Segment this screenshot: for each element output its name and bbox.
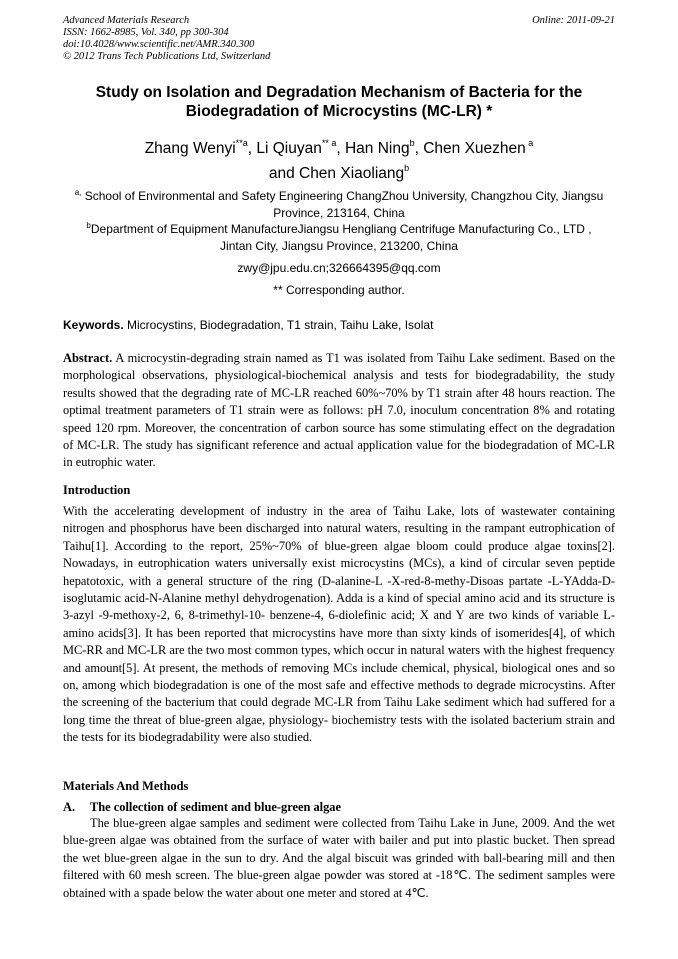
copyright-line: © 2012 Trans Tech Publications Ltd, Switzerland [63,51,271,62]
authors-line-2 [63,161,615,186]
title-line-2: Biodegradation of Microcystins (MC-LR) * [185,103,493,120]
affiliation-text: School of Environmental and Safety Engineering ChangZhou University, Changzhou City, Jiangsu [81,189,604,203]
section-heading-methods: Materials And Methods [63,779,189,793]
author-name: and Chen Xiaoliang [268,165,405,182]
journal-header [63,15,270,63]
title-line-1: Study on Isolation and Degradation Mechanism of Bacteria for the [95,84,583,101]
affiliation-a-line-1 [63,188,615,205]
subsection-heading [63,799,341,815]
methods-paragraph: The blue-green algae samples and sediment were collected from Taihu Lake in June, 2009. And the wet blue-green algae was obtained from the surface of water with bailer and put into plastic bucket. Then spread the wet blue-green algae in the sun to dry. And the algal biscuit was grinded with ball-bearing mill and then filtered with 60 mesh screen. The blue-green algae powder was stored at -18℃. The sediment samples were obtained with a spade below the water about one meter and stored at 4℃. [63,816,615,900]
keywords-text: Microcystins, Biodegradation, T1 strain, Taihu Lake, Isolat [123,318,434,332]
keywords [63,317,615,333]
corresponding-note: ** Corresponding author. [273,283,405,297]
author-list [63,136,615,186]
affiliation-b [63,221,615,255]
affiliation-mark: b [86,221,91,230]
affiliation-a [63,188,615,222]
abstract-label: Abstract. [63,351,113,365]
author-affil-mark: b [404,162,410,173]
affiliation-text: Department of Equipment ManufactureJiangsu Hengliang Centrifuge Manufacturing Co., LTD , [90,222,592,236]
author-name: Zhang Wenyi [144,140,236,157]
affiliation-b-line-2: Jintan City, Jiangsu Province, 213200, China [220,239,458,253]
online-date: Online: 2011-09-21 [532,15,615,26]
author-affil-mark: ** a [321,137,337,148]
author-affil-mark: b [409,137,415,148]
author-name: , Han Ning [336,140,410,157]
author-affil-mark: **a [235,137,248,148]
abstract-text: A microcystin-degrading strain named as T1 was isolated from Taihu Lake sediment. Based on the morphological observations, physiological-biochemical analysis and tests for biodegradability, the study results showed that the degrading rate of MC-LR reached 60%~70% by T1 strain after 48 hours reaction. The optimal treatment parameters of T1 strain were as follows: pH 7.0, inoculum concentration 8% and rotating speed 120 rpm. Moreover, the concentration of carbon source has some stimulating effect on the degradation of MC-LR. The study has significant reference and actual application value for the biodegradation of MC-LR in eutrophic water. [63,351,615,470]
paper-title [63,83,615,121]
author-email: zwy@jpu.edu.cn;326664395@qq.com [237,261,441,275]
subsection-number: A. [63,800,76,814]
subsection-title: The collection of sediment and blue-green algae [90,800,342,814]
author-affil-mark: a [525,137,534,148]
author-name: , Li Qiuyan [247,140,322,157]
affiliation-mark: a, [74,188,82,197]
affiliation-b-line-1 [63,221,615,238]
journal-name: Advanced Materials Research [63,15,190,26]
section-heading-introduction: Introduction [63,483,131,497]
introduction-paragraph: With the accelerating development of industry in the area of Taihu Lake, lots of wastewater containing nitrogen and phosphorus have been discharged into natural waters, resulting in the rampant eutrophication of Taihu[1]. According to the report, 25%~70% of blue-green algae bloom could produce algae toxins[2]. Nowadays, in eutrophication waters universally exist microcystins (MCs), a kind of circular seven peptide hepatotoxic, with a general structure of the ring (D-alanine-L -X-red-8-methy-Disoas partate -L-YAdda-D-isoglutamic acid-N-Alanine methyl dehydrogenation). Adda is a kind of special amino acid and its structure is 3-azyl -9-methoxy-2, 6, 8-trimethyl-10- benzene-4, 6-diolefinic acid; X and Y are two kinds of variable L-amino acids[3]. It has been reported that microcystins have more than sixty kinds of isomerides[4], of which MC-RR and MC-LR are the two most common types, which occur in natural waters with the highest frequency and amount[5]. At present, the methods of removing MCs include chemical, physical, biological ones and so on, among which biodegradation is one of the most safe and effective methods to degrade microcystins. After the screening of the bacterium that could degrade MC-LR from Taihu Lake sediment which had suffered for a long time the threat of blue-green algae, physiology- biochemistry tests with the isolated bacterium strain and the tests for its biodegradability were also studied. [63,504,615,745]
abstract [63,350,615,472]
author-name: , Chen Xuezhen [414,140,526,157]
affiliation-a-line-2: Province, 213164, China [273,206,405,220]
issn-line: ISSN: 1662-8985, Vol. 340, pp 300-304 [63,27,229,38]
authors-line-1 [63,136,615,161]
doi-line: doi:10.4028/www.scientific.net/AMR.340.300 [63,39,255,50]
keywords-label: Keywords. [63,318,124,332]
